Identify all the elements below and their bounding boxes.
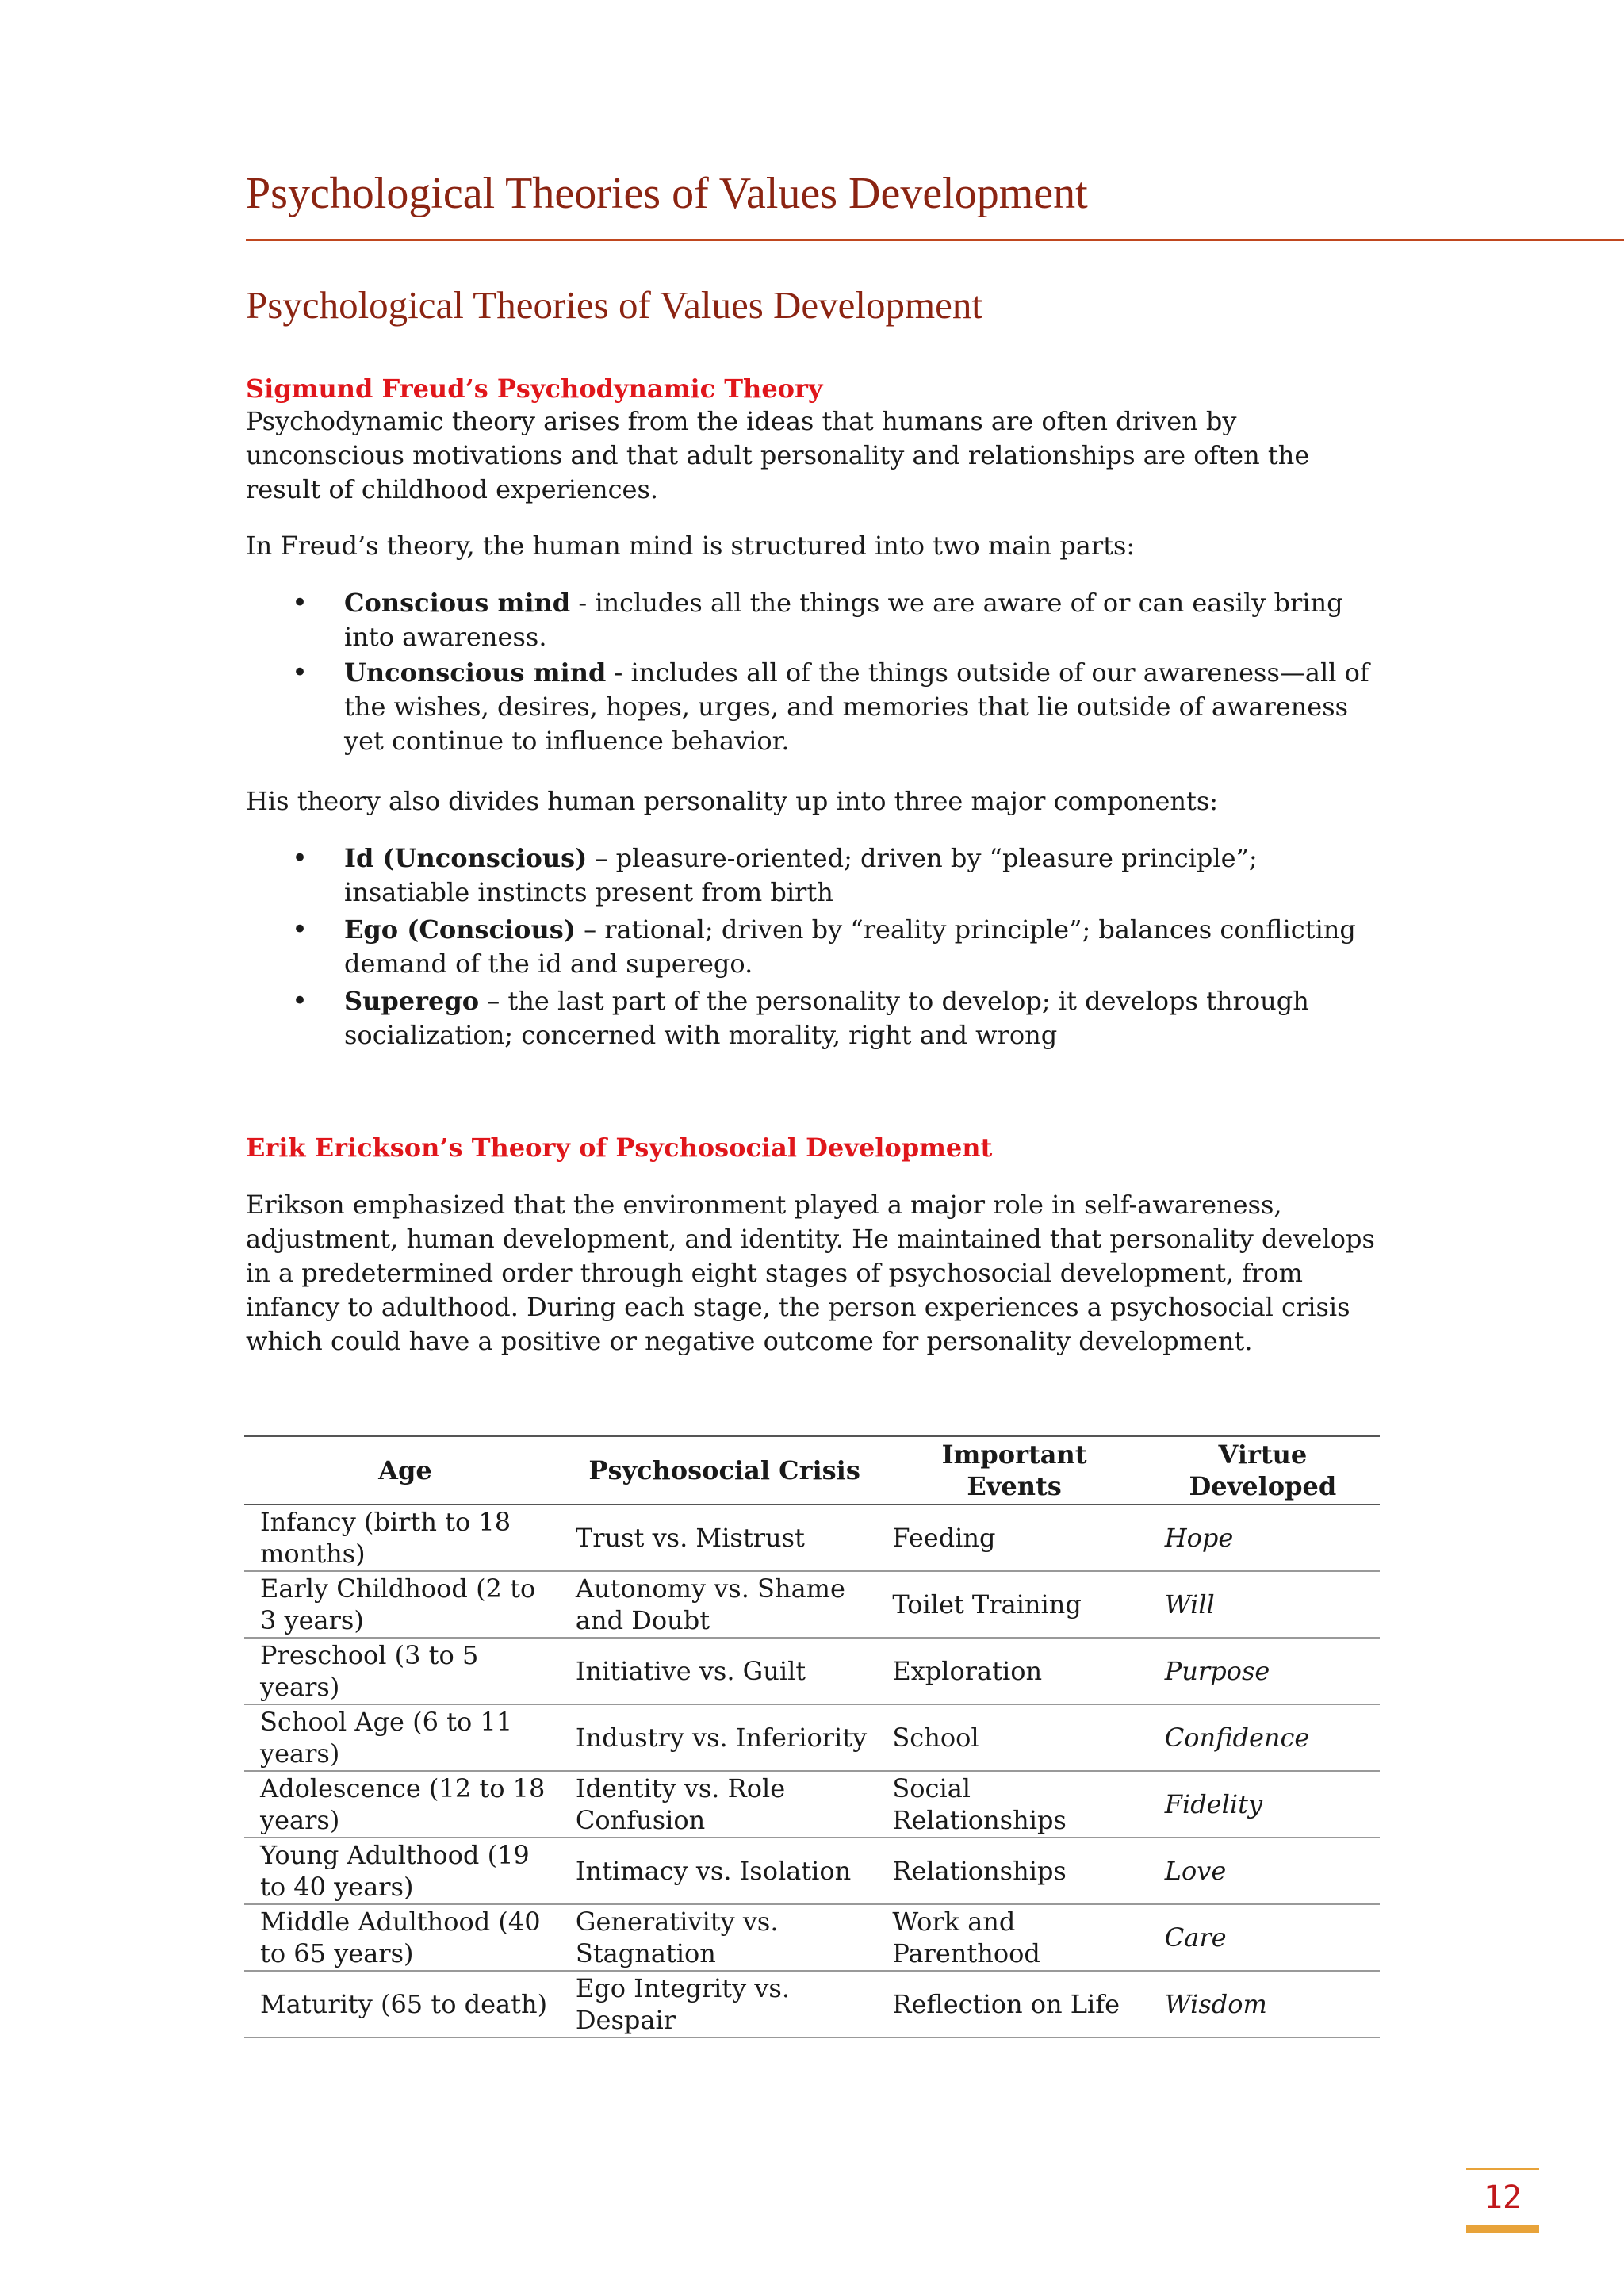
table-row: [244, 1571, 1380, 1638]
table-row: [244, 1771, 1380, 1838]
table-header-row: [244, 1436, 1380, 1504]
mind-intro-paragraph: In Freud’s theory, the human mind is structured into two main parts:: [246, 531, 1136, 561]
crisis-cell: Trust vs. Mistrust: [575, 1523, 805, 1553]
list-item: [246, 913, 1388, 981]
list-item: [246, 586, 1388, 654]
personality-components-list: [246, 841, 1388, 1052]
list-item: [246, 984, 1388, 1052]
page-number: 12: [1466, 2168, 1539, 2233]
crisis-cell: Ego Integrity vs. Despair: [575, 1973, 790, 2035]
virtue-cell: Care: [1164, 1922, 1227, 1953]
column-header-virtue: Virtue Developed: [1189, 1439, 1337, 1501]
term: Unconscious mind: [344, 657, 607, 688]
term: Conscious mind: [344, 588, 571, 618]
term: Superego: [344, 986, 480, 1016]
events-cell: Social Relationships: [892, 1773, 1067, 1835]
description: – pleasure-oriented; driven by “pleasure principle”; insatiable instincts present from birth: [344, 843, 1258, 907]
description: – rational; driven by “reality principle”; balances conflicting demand of the id and superego.: [344, 914, 1356, 979]
age-cell: Young Adulthood (19 to 40 years): [260, 1840, 530, 1902]
events-cell: Reflection on Life: [892, 1989, 1120, 2019]
table-row: [244, 1904, 1380, 1971]
virtue-cell: Wisdom: [1164, 1989, 1267, 2019]
virtue-cell: Hope: [1164, 1523, 1234, 1553]
virtue-cell: Confidence: [1164, 1723, 1310, 1753]
freud-intro-paragraph: Psychodynamic theory arises from the ideas that humans are often driven by unconscious motivations and that adult personality and relationships are often the result of childhood experiences.: [246, 406, 1310, 504]
virtue-cell: Purpose: [1164, 1656, 1270, 1686]
events-cell: Relationships: [892, 1856, 1067, 1886]
description: - includes all of the things outside of our awareness—all of the wishes, desires, hopes, urges, and memories that lie outside of awareness yet continue to influence behavior.: [344, 657, 1369, 756]
age-cell: Middle Adulthood (40 to 65 years): [260, 1907, 541, 1968]
list-item: [246, 656, 1388, 758]
events-cell: Exploration: [892, 1656, 1043, 1686]
section-heading: Psychological Theories of Values Development: [246, 283, 982, 327]
crisis-cell: Autonomy vs. Shame and Doubt: [575, 1573, 845, 1635]
psychosocial-stages-table: [244, 1435, 1380, 2038]
events-cell: Feeding: [892, 1523, 996, 1553]
crisis-cell: Industry vs. Inferiority: [575, 1723, 868, 1753]
title-divider: [246, 239, 1624, 241]
list-item: [246, 841, 1388, 910]
table-row: [244, 1838, 1380, 1904]
crisis-cell: Identity vs. Role Confusion: [575, 1773, 786, 1835]
virtue-cell: Love: [1164, 1856, 1227, 1886]
erikson-heading: Erik Erickson’s Theory of Psychosocial Development: [246, 1133, 993, 1163]
events-cell: Toilet Training: [892, 1589, 1082, 1619]
erikson-intro-paragraph: Erikson emphasized that the environment played a major role in self-awareness, adjustment, human development, and identity. He maintained that personality develops in a predetermined order through eight stages of psychosocial development, from infancy to adulthood. During each stage, the person experiences a psychosocial crisis which could have a positive or negative outcome for personality development.: [246, 1190, 1375, 1356]
age-cell: Infancy (birth to 18 months): [260, 1507, 511, 1569]
column-header-events: Important Events: [941, 1439, 1087, 1501]
events-cell: Work and Parenthood: [892, 1907, 1040, 1968]
crisis-cell: Intimacy vs. Isolation: [575, 1856, 852, 1886]
age-cell: Early Childhood (2 to 3 years): [260, 1573, 536, 1635]
virtue-cell: Will: [1164, 1589, 1215, 1619]
virtue-cell: Fidelity: [1164, 1789, 1263, 1819]
personality-intro-paragraph: His theory also divides human personality up into three major components:: [246, 786, 1219, 816]
column-header-age: Age: [378, 1455, 432, 1485]
term: Id (Unconscious): [344, 843, 588, 873]
table-row: [244, 1704, 1380, 1771]
description: - includes all the things we are aware of or can easily bring into awareness.: [344, 588, 1343, 652]
age-cell: Maturity (65 to death): [260, 1989, 548, 2019]
age-cell: School Age (6 to 11 years): [260, 1707, 513, 1769]
crisis-cell: Initiative vs. Guilt: [575, 1656, 806, 1686]
mind-parts-list: [246, 586, 1388, 758]
table-row: [244, 1504, 1380, 1571]
events-cell: School: [892, 1723, 979, 1753]
crisis-cell: Generativity vs. Stagnation: [575, 1907, 779, 1968]
table-row: [244, 1638, 1380, 1704]
description: – the last part of the personality to develop; it develops through socialization; concerned with morality, right and wrong: [344, 986, 1309, 1050]
column-header-crisis: Psychosocial Crisis: [588, 1455, 860, 1485]
freud-heading: Sigmund Freud’s Psychodynamic Theory: [246, 374, 823, 404]
term: Ego (Conscious): [344, 914, 576, 945]
age-cell: Preschool (3 to 5 years): [260, 1640, 479, 1702]
age-cell: Adolescence (12 to 18 years): [260, 1773, 546, 1835]
table-row: [244, 1971, 1380, 2037]
page-title: Psychological Theories of Values Development: [246, 169, 1088, 218]
